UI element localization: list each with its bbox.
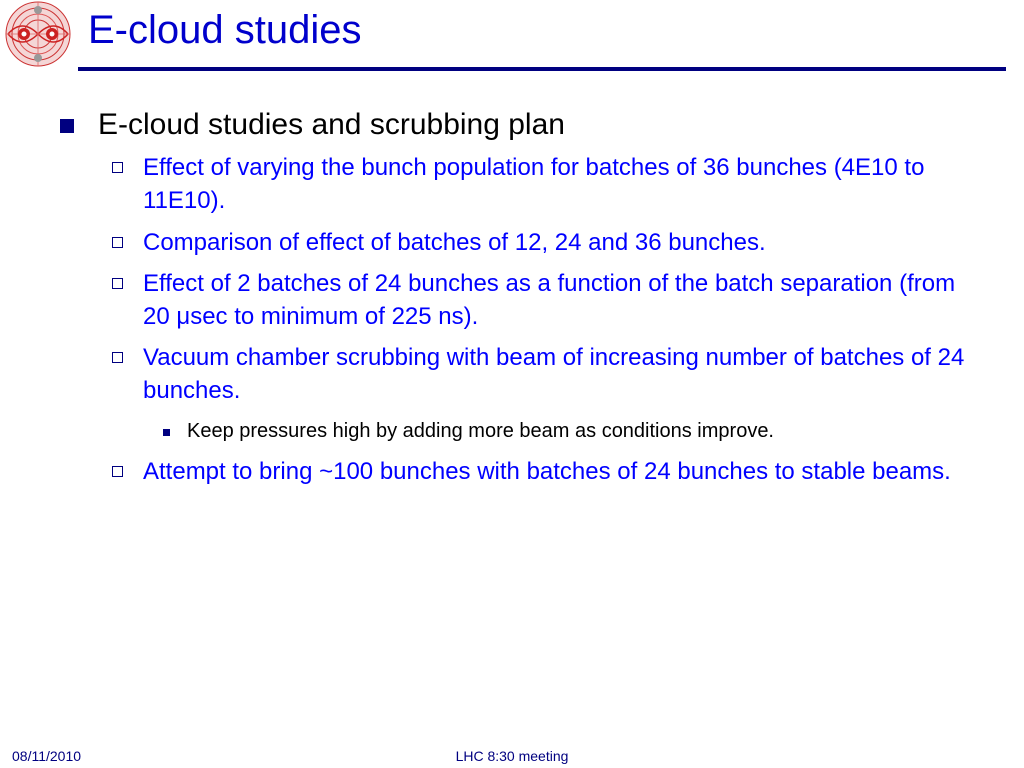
sub-bullet-3: Effect of 2 batches of 24 bunches as a function of the batch separation (from 20 μsec to minimum of 225 ns). <box>143 270 956 330</box>
hollow-square-bullet-icon <box>112 237 123 248</box>
hollow-square-bullet-icon <box>112 278 123 289</box>
small-square-bullet-icon <box>163 429 170 436</box>
main-bullet: E-cloud studies and scrubbing plan <box>98 108 565 141</box>
sub-sub-bullet: Keep pressures high by adding more beam as conditions improve. <box>187 420 774 442</box>
lhc-logo-icon <box>2 0 74 68</box>
footer-meeting: LHC 8:30 meeting <box>455 748 569 764</box>
sub-bullet-2: Comparison of effect of batches of 12, 24 and 36 bunches. <box>143 229 766 256</box>
footer-date: 08/11/2010 <box>12 748 82 764</box>
sub-bullet-4: Vacuum chamber scrubbing with beam of increasing number of batches of 24 bunches. <box>143 344 965 404</box>
hollow-square-bullet-icon <box>112 352 123 363</box>
slide-title: E-cloud studies <box>88 8 362 52</box>
sub-bullet-5: Attempt to bring ~100 bunches with batches of 24 bunches to stable beams. <box>143 458 951 485</box>
title-divider <box>78 67 1006 71</box>
hollow-square-bullet-icon <box>112 162 123 173</box>
hollow-square-bullet-icon <box>112 466 123 477</box>
sub-bullet-1: Effect of varying the bunch population for batches of 36 bunches (4E10 to 11E10). <box>143 154 925 214</box>
square-bullet-icon <box>60 119 74 133</box>
